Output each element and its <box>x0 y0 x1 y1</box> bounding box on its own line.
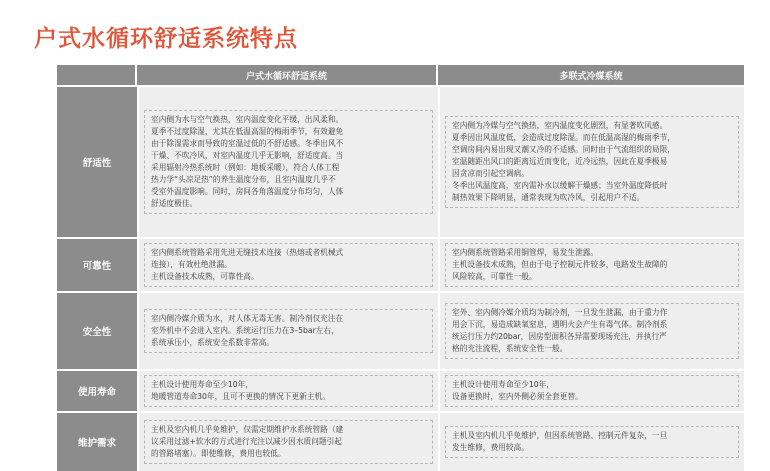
header-water-system: 户式水循环舒适系统 <box>137 65 438 85</box>
table-row-maintenance <box>57 411 744 471</box>
table-cell <box>137 291 438 369</box>
table-cell <box>137 85 438 237</box>
row-label: 可靠性 <box>57 237 137 291</box>
cell-text: 室内侧系统管路采用先进无缝技术连接（热熔或者机械式 连接），有效杜绝泄漏。 主机设备技术成熟，可靠性高。 <box>144 243 433 287</box>
table-cell <box>438 369 744 411</box>
table-row-safety <box>57 291 744 369</box>
table-row-comfort <box>57 85 744 237</box>
cell-text: 室内侧冷媒介质为水，对人体无毒无害。制冷剂仅充注在 室外机中不会进入室内。系统运行压力在3–5bar左右， 系统承压小，系统安全系数非常高。 <box>144 309 433 353</box>
table-header-row <box>57 65 744 85</box>
cell-text: 主机及室内机几乎免维护，仅需定期维护水系统管路（建 议采用过滤+软水的方式进行充注以减少因水质问题引起 的管路堵塞）。即使维修，费用也较低。 <box>144 420 433 464</box>
table-row-reliability <box>57 237 744 291</box>
table-cell <box>438 291 744 369</box>
table-cell <box>137 369 438 411</box>
table-cell <box>137 237 438 291</box>
cell-text: 主机及室内机几乎免维护，但因系统管路、控制元件复杂，一旦 发生维修，费用较高。 <box>445 426 739 458</box>
cell-text: 主机设计使用寿命至少10年， 设备更换时，室内外侧必须全套更替。 <box>445 375 739 407</box>
table-cell <box>438 237 744 291</box>
cell-text: 室内侧为水与空气换热，室内温度变化平缓，出风柔和。 夏季不过度除湿，尤其在低温高湿的梅雨季节，有效避免 由于除湿需求而导致的室温过低的不舒适感。冬季出风不 干燥、不吹冷风，对室内温度几乎无影响，舒适度高。当 采用辐射冷热系统时（例如：地板采暖），符合人体工程 热力学“头凉足热”的养生温度分布，且室内温度几乎不 受室外温度影响。同时，房间各角落温度分布均匀，人体 舒适度极佳。 <box>144 110 433 214</box>
row-label: 维护需求 <box>57 411 137 471</box>
cell-text: 室外、室内侧冷媒介质均为制冷剂，一旦发生泄漏，由于重力作 用会下沉，易造成缺氧窒息，遇明火会产生有毒气体。制冷剂系 统运行压力约20bar，因房型面积各异需要现场充注，并执行严 格的充注流程，系统安全性一般。 <box>445 303 739 359</box>
comparison-table <box>57 65 744 471</box>
cell-text: 室内侧为冷媒与空气换热，室内温度变化剧烈，有显著吹风感。 夏季因出风温度低，会造成过度除湿。而在低温高湿的梅雨季节， 空调房间内易出现又潮又冷的不适感。同时由于气流组织的局限， 室温随距出风口的距离远近而变化，近冷远热，因此在夏季极易 因贪凉而引起空调病。 冬季出风温度高，室内需补水以缓解干燥感；当室外温度降低时 制热效果下降明显，通常表现为吹冷风，引起用户不适。 <box>445 116 739 208</box>
row-label: 舒适性 <box>57 85 137 237</box>
row-label: 安全性 <box>57 291 137 369</box>
table-cell <box>438 411 744 471</box>
table-cell <box>137 411 438 471</box>
page-title: 户式水循环舒适系统特点 <box>34 26 298 52</box>
header-refrigerant-system: 多联式冷媒系统 <box>438 65 744 85</box>
cell-text: 室内侧系统管路采用铜管焊，易发生泄露。 主机设备技术成熟，但由于电子控制元件较多，电路发生故障的 风险较高，可靠性一般。 <box>445 243 739 287</box>
header-corner <box>57 65 137 85</box>
row-label: 使用寿命 <box>57 369 137 411</box>
table-row-lifespan <box>57 369 744 411</box>
cell-text: 主机设计使用寿命至少10年， 地暖管道寿命30年，且可不更换的情况下更新主机。 <box>144 375 433 407</box>
table-cell <box>438 85 744 237</box>
